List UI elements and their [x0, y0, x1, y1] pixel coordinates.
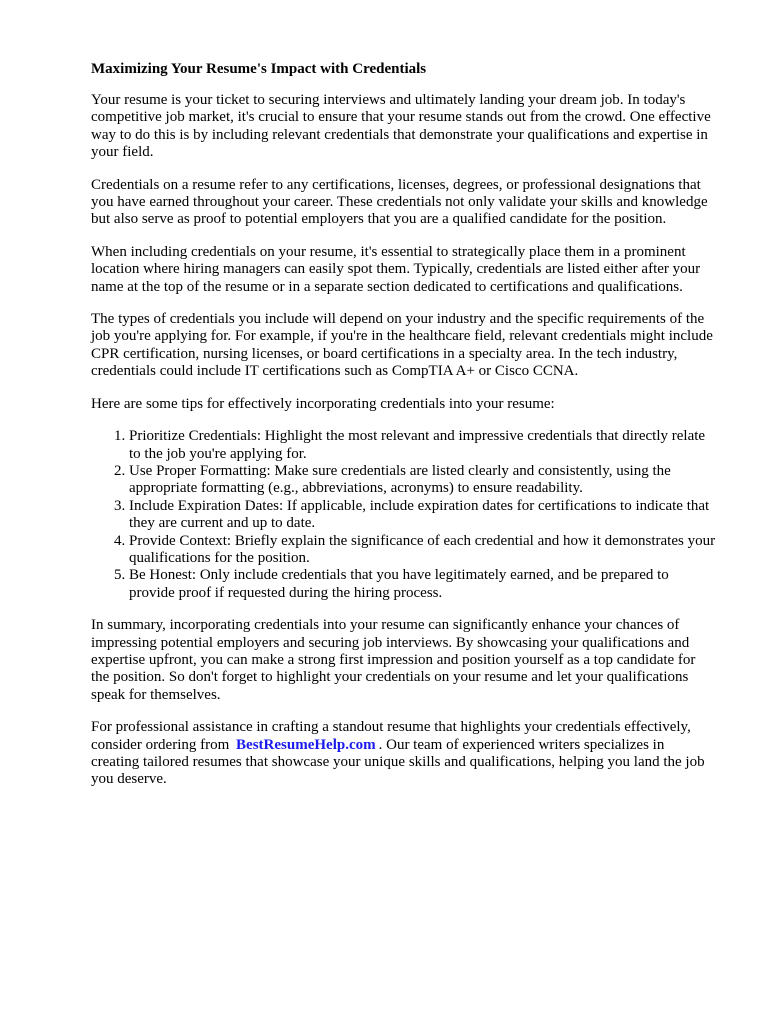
closing-paragraph [91, 719, 716, 789]
placement-paragraph: When including credentials on your resume, it's essential to strategically place them in a prominent location where hiring managers can easily spot them. Typically, credentials are listed either after your name at the top of the resume or in a separate section dedicated to certifications and qualifications. [91, 243, 701, 295]
list-item: 4. Provide Context: Briefly explain the significance of each credential and how it demonstrates your qualifications for the position. [129, 533, 716, 568]
list-item: 1. Prioritize Credentials: Highlight the most relevant and impressive credentials that directly relate to the job you're applying for. [129, 428, 716, 463]
bestresumehelp-link[interactable]: BestResumeHelp.com [236, 736, 376, 753]
tips-list [91, 428, 716, 602]
closing-text-after-link: . Our team of experienced writers specializes in creating tailored resumes that showcase your unique skills and qualifications, helping you land the job you deserve. [91, 736, 705, 788]
types-paragraph: The types of credentials you include will depend on your industry and the specific requirements of the job you're applying for. For example, if you're in the healthcare field, relevant credentials might include CPR certification, nursing licenses, or board certifications in a specialty area. In the tech industry, credentials could include IT certifications such as CompTIA A+ or Cisco CCNA. [91, 311, 713, 380]
list-item: 2. Use Proper Formatting: Make sure credentials are listed clearly and consistently, using the appropriate formatting (e.g., abbreviations, acronyms) to ensure readability. [129, 463, 716, 498]
list-item: 3. Include Expiration Dates: If applicable, include expiration dates for certifications to indicate that they are current and up to date. [129, 498, 716, 533]
definition-paragraph: Credentials on a resume refer to any certifications, licenses, degrees, or professional designations that you have earned throughout your career. These credentials not only validate your skills and knowledge but also serve as proof to potential employers that you are a qualified candidate for the position. [91, 176, 708, 228]
list-item: 5. Be Honest: Only include credentials that you have legitimately earned, and be prepared to provide proof if requested during the hiring process. [129, 567, 716, 602]
tips-intro-paragraph: Here are some tips for effectively incorporating credentials into your resume: [91, 395, 555, 412]
document-title: Maximizing Your Resume's Impact with Credentials [91, 61, 427, 77]
closing-text-before-link: For professional assistance in crafting a standout resume that highlights your credentials effectively, consider ordering from [91, 719, 691, 753]
intro-paragraph: Your resume is your ticket to securing interviews and ultimately landing your dream job. In today's competitive job market, it's crucial to ensure that your resume stands out from the crowd. One effective way to do this is by including relevant credentials that demonstrate your qualifications and expertise in your field. [91, 92, 711, 161]
summary-paragraph: In summary, incorporating credentials into your resume can significantly enhance your chances of impressing potential employers and securing job interviews. By showcasing your qualifications and expertise upfront, you can make a strong first impression and position yourself as a top candidate for the position. So don't forget to highlight your credentials on your resume and let your qualifications speak for themselves. [91, 617, 696, 703]
